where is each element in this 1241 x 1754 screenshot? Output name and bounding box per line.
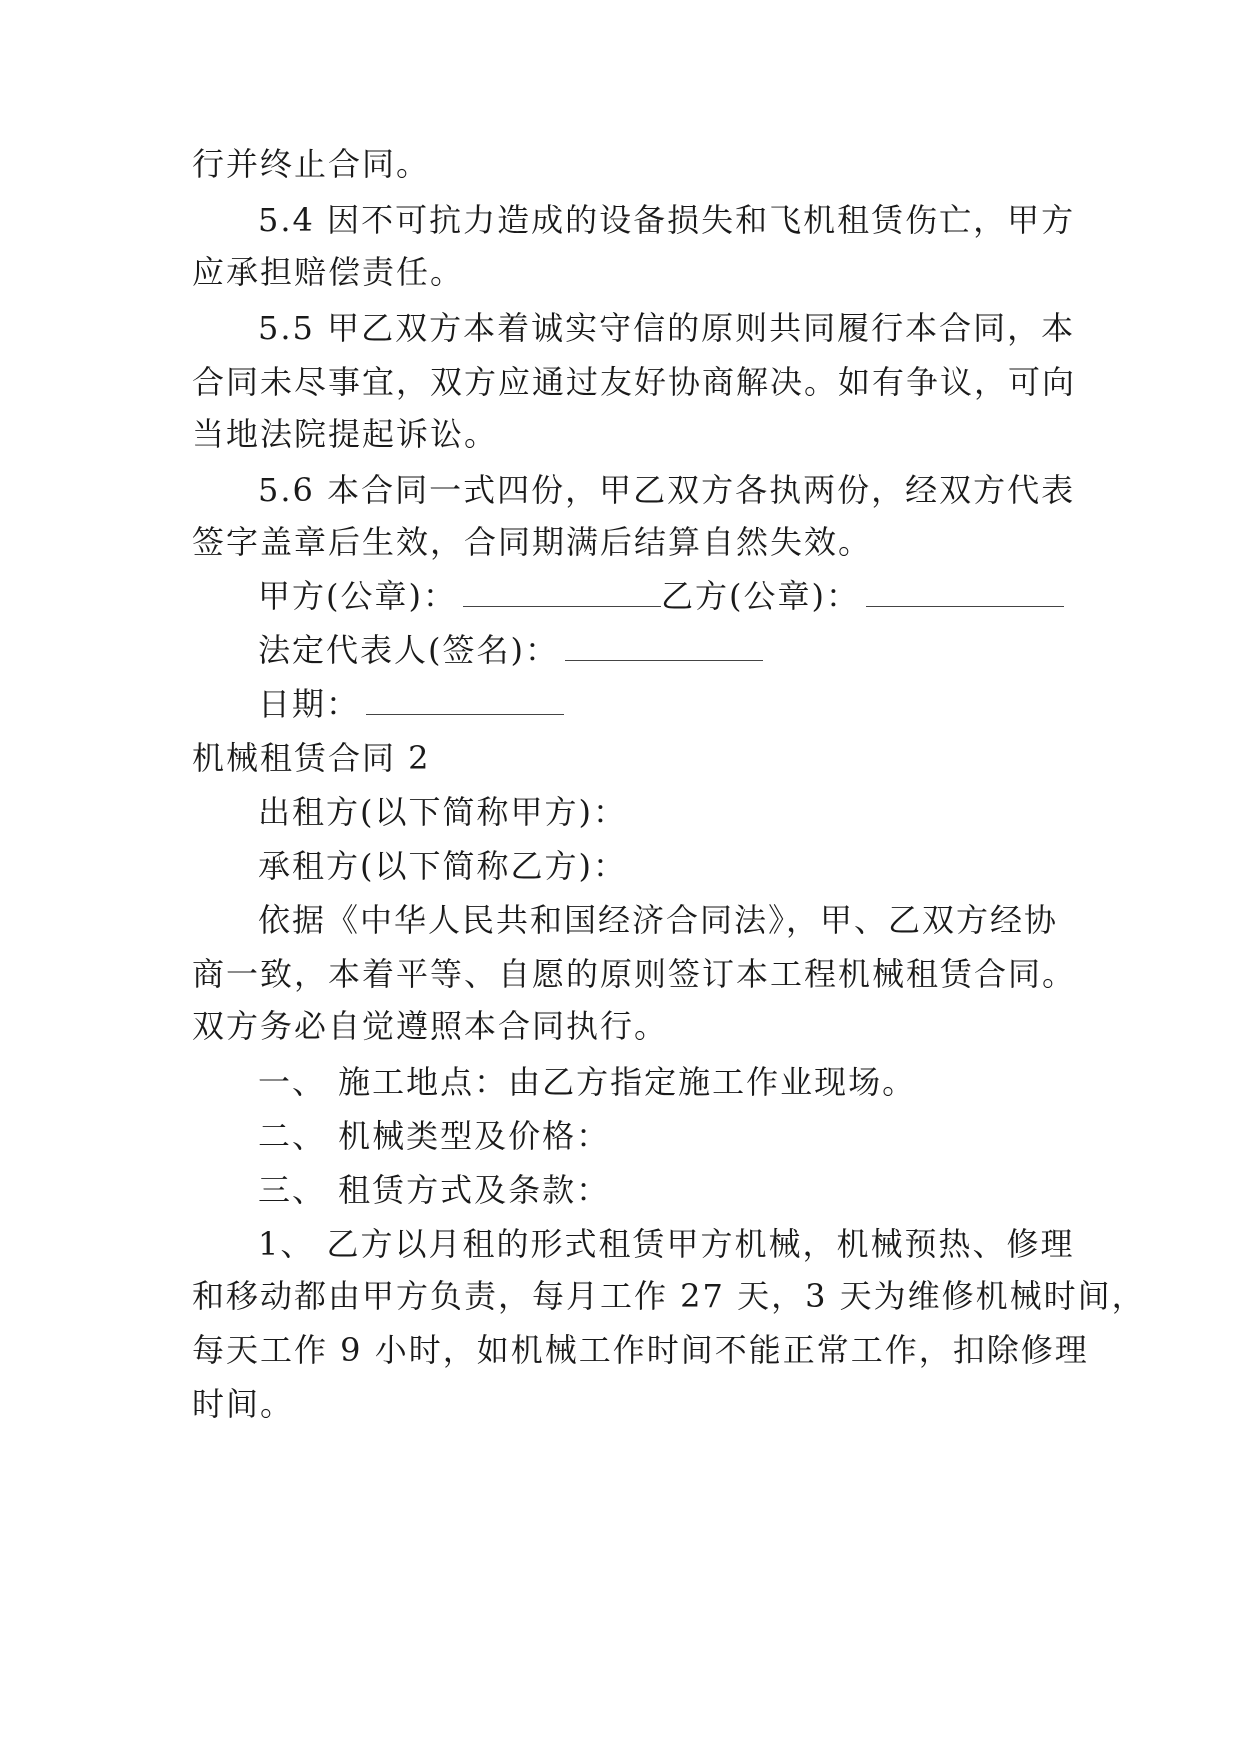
legal-rep-label: 法定代表人(签名)： xyxy=(258,631,559,669)
paragraph-line: 5.6 本合同一式四份，甲乙双方各执两份，经双方代表 xyxy=(258,471,1076,509)
party-b-signature-blank[interactable] xyxy=(866,578,1064,607)
signature-party-line xyxy=(258,576,1138,616)
item-lease-terms: 三、 租赁方式及条款： xyxy=(258,1171,611,1209)
intro-line: 双方务必自觉遵照本合同执行。 xyxy=(192,1007,669,1045)
intro-line: 依据《中华人民共和国经济合同法》，甲、乙双方经协 xyxy=(258,901,1059,939)
party-a-label: 甲方(公章)： xyxy=(258,577,457,615)
lessor-line: 出租方(以下简称甲方)： xyxy=(258,793,627,831)
legal-rep-signature-blank[interactable] xyxy=(565,632,763,661)
item-machine-type: 二、 机械类型及价格： xyxy=(258,1117,611,1155)
date-label: 日期： xyxy=(258,685,361,723)
date-blank[interactable] xyxy=(366,686,564,715)
clause-line: 1、 乙方以月租的形式租赁甲方机械，机械预热、修理 xyxy=(258,1225,1075,1263)
date-line xyxy=(258,684,1138,724)
clause-line: 时间。 xyxy=(192,1385,295,1423)
legal-representative-line xyxy=(258,630,1138,670)
section-title: 机械租赁合同 2 xyxy=(192,739,431,777)
lessee-line: 承租方(以下简称乙方)： xyxy=(258,847,627,885)
paragraph-line: 签字盖章后生效，合同期满后结算自然失效。 xyxy=(192,523,873,561)
item-construction-site: 一、 施工地点：由乙方指定施工作业现场。 xyxy=(258,1063,917,1101)
paragraph-line: 当地法院提起诉讼。 xyxy=(192,415,499,453)
paragraph-line: 5.5 甲乙双方本着诚实守信的原则共同履行本合同，本 xyxy=(258,309,1076,347)
party-a-signature-blank[interactable] xyxy=(463,578,661,607)
clause-line: 每天工作 9 小时，如机械工作时间不能正常工作，扣除修理 xyxy=(192,1331,1089,1369)
paragraph-line: 5.4 因不可抗力造成的设备损失和飞机租赁伤亡，甲方 xyxy=(258,201,1076,239)
intro-line: 商一致，本着平等、自愿的原则签订本工程机械租赁合同。 xyxy=(192,955,1077,993)
paragraph-line: 应承担赔偿责任。 xyxy=(192,253,465,291)
paragraph-line: 行并终止合同。 xyxy=(192,145,431,183)
party-b-label: 乙方(公章)： xyxy=(660,577,860,615)
paragraph-line: 合同未尽事宜，双方应通过友好协商解决。如有争议，可向 xyxy=(192,363,1077,401)
clause-line: 和移动都由甲方负责，每月工作 27 天，3 天为维修机械时间， xyxy=(192,1277,1146,1315)
